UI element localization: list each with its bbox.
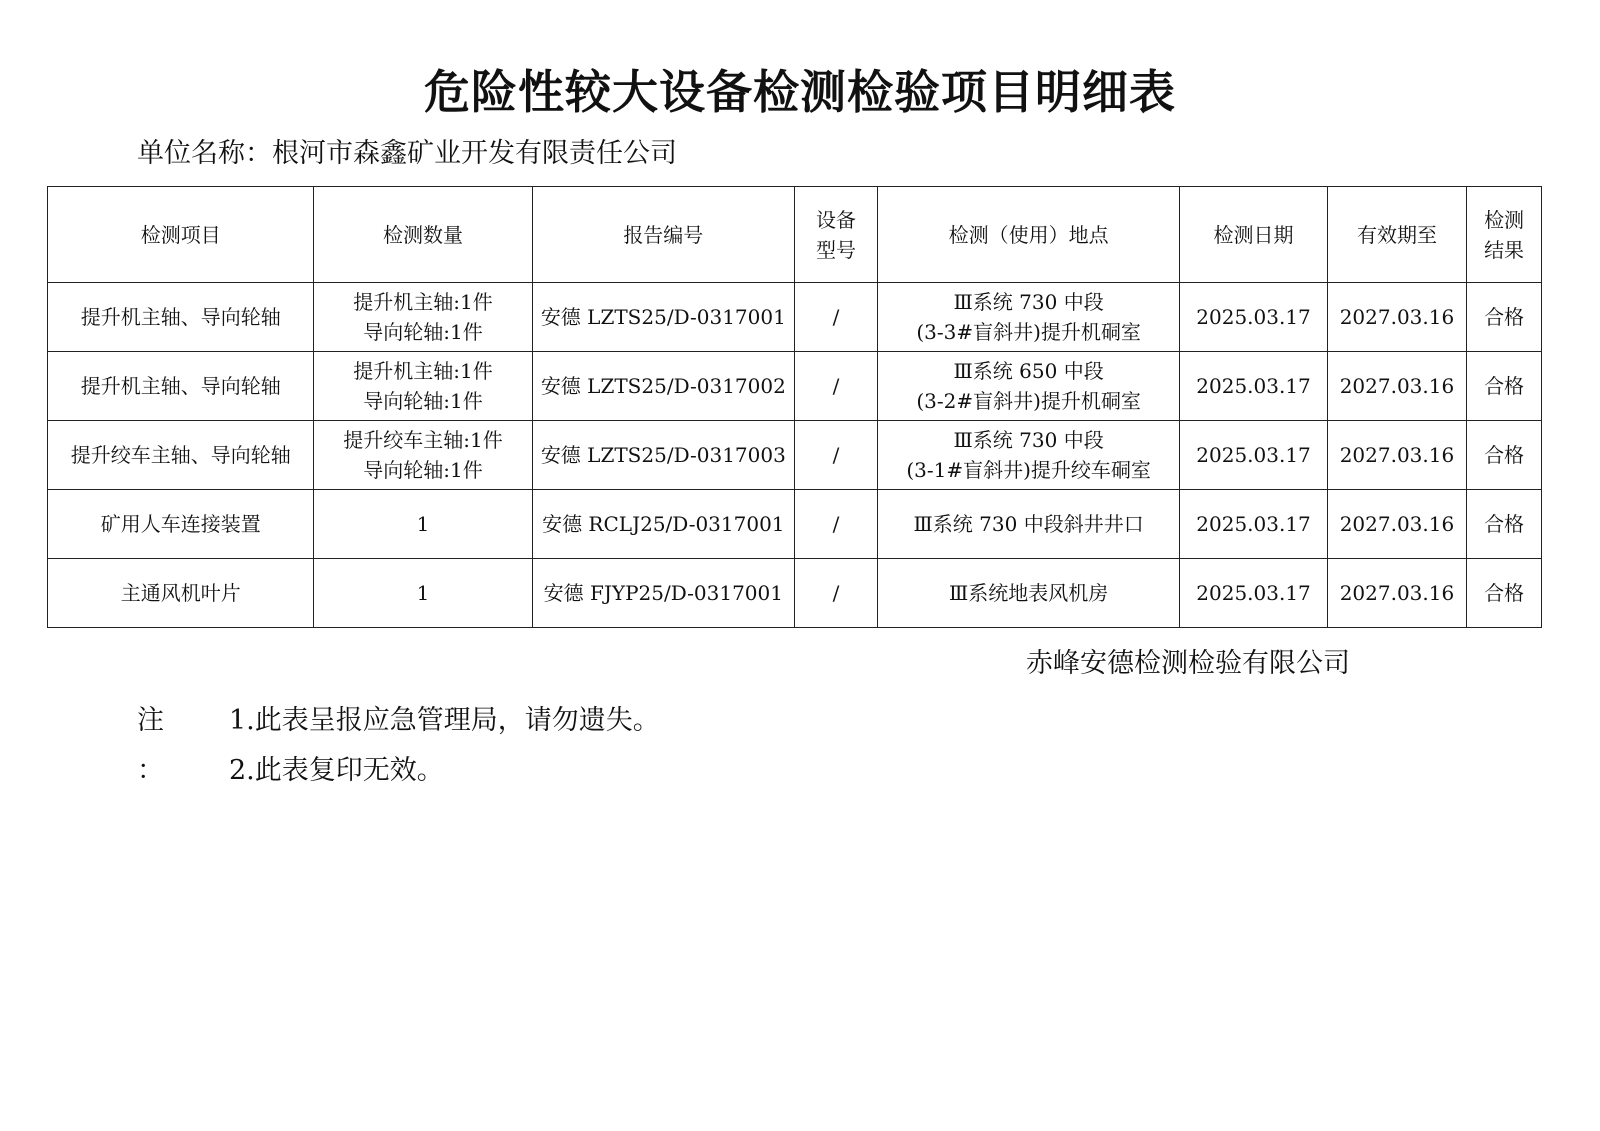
header-location: 检测（使用）地点 xyxy=(877,187,1179,283)
cell-result: 合格 xyxy=(1467,559,1542,628)
cell-report-number: 安德 RCLJ25/D-0317001 xyxy=(532,490,794,559)
notes-label: 注 ： xyxy=(137,705,164,786)
cell-equipment-model: / xyxy=(794,283,877,352)
cell-location: Ⅲ系统地表风机房 xyxy=(877,559,1179,628)
header-valid-until: 有效期至 xyxy=(1327,187,1466,283)
cell-valid-until: 2027.03.16 xyxy=(1327,421,1466,490)
note-item: 1.此表呈报应急管理局，请勿遗失。 xyxy=(229,705,660,736)
header-test-item: 检测项目 xyxy=(48,187,314,283)
cell-equipment-model: / xyxy=(794,490,877,559)
cell-valid-until: 2027.03.16 xyxy=(1327,559,1466,628)
cell-test-date: 2025.03.17 xyxy=(1180,421,1328,490)
cell-test-date: 2025.03.17 xyxy=(1180,352,1328,421)
cell-equipment-model: / xyxy=(794,421,877,490)
cell-result: 合格 xyxy=(1467,490,1542,559)
cell-report-number: 安德 FJYP25/D-0317001 xyxy=(532,559,794,628)
cell-test-item: 提升机主轴、导向轮轴 xyxy=(48,283,314,352)
cell-valid-until: 2027.03.16 xyxy=(1327,490,1466,559)
issuing-company: 赤峰安德检测检验有限公司 xyxy=(1026,648,1350,679)
cell-location: Ⅲ系统 730 中段斜井井口 xyxy=(877,490,1179,559)
cell-report-number: 安德 LZTS25/D-0317001 xyxy=(532,283,794,352)
document-title: 危险性较大设备检测检验项目明细表 xyxy=(424,65,1176,119)
cell-report-number: 安德 LZTS25/D-0317003 xyxy=(532,421,794,490)
cell-test-item: 提升机主轴、导向轮轴 xyxy=(48,352,314,421)
cell-quantity: 1 xyxy=(314,559,532,628)
note-item: 2.此表复印无效。 xyxy=(229,755,444,786)
cell-equipment-model: / xyxy=(794,352,877,421)
cell-location: Ⅲ系统 730 中段 (3-3#盲斜井)提升机硐室 xyxy=(877,283,1179,352)
header-result: 检测 结果 xyxy=(1467,187,1542,283)
table-row xyxy=(48,490,1542,559)
cell-test-item: 主通风机叶片 xyxy=(48,559,314,628)
cell-equipment-model: / xyxy=(794,559,877,628)
cell-test-item: 矿用人车连接装置 xyxy=(48,490,314,559)
cell-quantity: 1 xyxy=(314,490,532,559)
header-test-date: 检测日期 xyxy=(1180,187,1328,283)
cell-valid-until: 2027.03.16 xyxy=(1327,283,1466,352)
cell-quantity: 提升机主轴:1件 导向轮轴:1件 xyxy=(314,283,532,352)
cell-quantity: 提升机主轴:1件 导向轮轴:1件 xyxy=(314,352,532,421)
header-equipment-model: 设备 型号 xyxy=(794,187,877,283)
cell-test-item: 提升绞车主轴、导向轮轴 xyxy=(48,421,314,490)
cell-test-date: 2025.03.17 xyxy=(1180,490,1328,559)
table-row xyxy=(48,559,1542,628)
cell-valid-until: 2027.03.16 xyxy=(1327,352,1466,421)
table-header-row xyxy=(48,187,1542,283)
cell-report-number: 安德 LZTS25/D-0317002 xyxy=(532,352,794,421)
unit-name: 单位名称：根河市森鑫矿业开发有限责任公司 xyxy=(137,138,677,169)
cell-result: 合格 xyxy=(1467,421,1542,490)
inspection-detail-table xyxy=(47,186,1542,628)
table-row xyxy=(48,421,1542,490)
header-report-number: 报告编号 xyxy=(532,187,794,283)
cell-location: Ⅲ系统 650 中段 (3-2#盲斜井)提升机硐室 xyxy=(877,352,1179,421)
cell-result: 合格 xyxy=(1467,352,1542,421)
cell-test-date: 2025.03.17 xyxy=(1180,283,1328,352)
table-row xyxy=(48,352,1542,421)
cell-quantity: 提升绞车主轴:1件 导向轮轴:1件 xyxy=(314,421,532,490)
cell-test-date: 2025.03.17 xyxy=(1180,559,1328,628)
table-row xyxy=(48,283,1542,352)
header-quantity: 检测数量 xyxy=(314,187,532,283)
cell-location: Ⅲ系统 730 中段 (3-1#盲斜井)提升绞车硐室 xyxy=(877,421,1179,490)
cell-result: 合格 xyxy=(1467,283,1542,352)
